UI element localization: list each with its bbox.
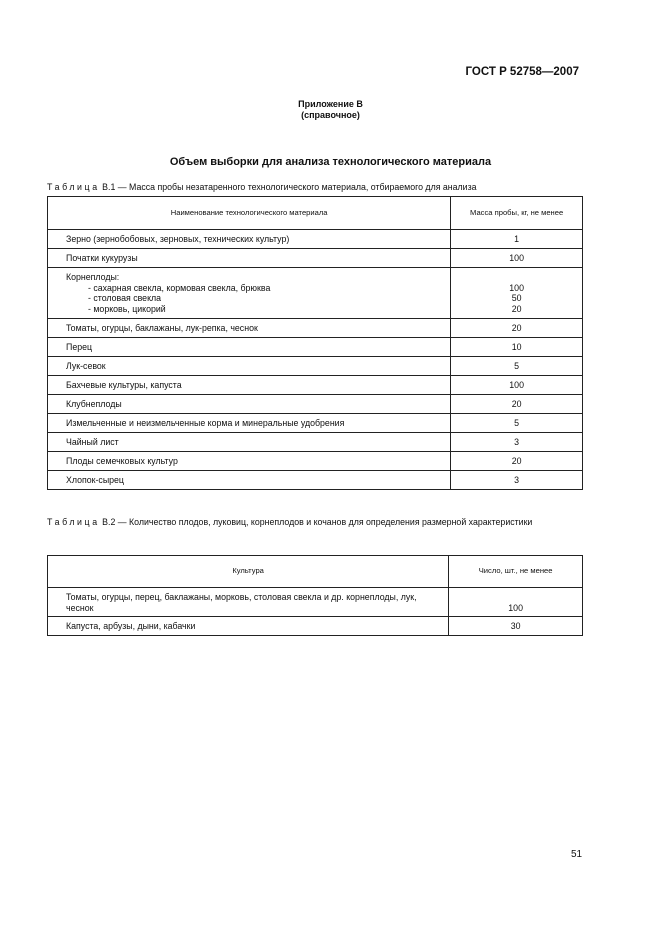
group-item: - морковь, цикорий [88, 303, 166, 314]
row-name: Клубнеплоды [48, 395, 451, 414]
row-name: Лук-севок [48, 357, 451, 376]
table-row [48, 452, 583, 471]
row-value: 5 [451, 414, 583, 433]
document-code: ГОСТ Р 52758—2007 [465, 66, 579, 78]
row-value: 30 [449, 617, 583, 636]
table2-header-row [48, 556, 583, 588]
table1-header-row [48, 197, 583, 230]
group-item-value: 20 [511, 303, 522, 314]
table1-caption-lead: Таблица [47, 182, 100, 192]
row-value: 3 [451, 471, 583, 490]
appendix-heading [0, 99, 661, 121]
row-name: Зерно (зернобобовых, зерновых, технических культур) [48, 230, 451, 249]
row-value: 20 [451, 395, 583, 414]
row-name: Томаты, огурцы, перец, баклажаны, морковь, столовая свекла и др. корнеплоды, лук, чеснок [48, 588, 449, 617]
group-item-value: 100 [509, 282, 524, 293]
row-value: 1 [451, 230, 583, 249]
section-title: Объем выборки для анализа технологического материала [169, 156, 492, 168]
row-name: Плоды семечковых культур [48, 452, 451, 471]
row-name: Хлопок-сырец [48, 471, 451, 490]
table1 [47, 196, 583, 490]
row-value: 20 [451, 452, 583, 471]
table-row [48, 249, 583, 268]
table-row [48, 617, 583, 636]
group-item: - столовая свекла [88, 293, 162, 303]
table2-caption [47, 517, 547, 528]
row-name: Бахчевые культуры, капуста [48, 376, 451, 395]
row-name: Капуста, арбузы, дыни, кабачки [48, 617, 449, 636]
appendix-note: (справочное) [301, 110, 360, 120]
table-row [48, 471, 583, 490]
group-title: Корнеплоды: [66, 272, 120, 282]
table-row [48, 376, 583, 395]
appendix-title: Приложение В [298, 99, 363, 109]
group-item: - сахарная свекла, кормовая свекла, брюква [88, 282, 271, 293]
row-value: 20 [451, 319, 583, 338]
table-row [48, 230, 583, 249]
table1-caption [47, 182, 567, 193]
row-name: Перец [48, 338, 451, 357]
table-row [48, 414, 583, 433]
table1-caption-text: В.1 — Масса пробы незатаренного технологического материала, отбираемого для анализа [102, 182, 477, 192]
row-name: Початки кукурузы [48, 249, 451, 268]
group-item-value: 50 [511, 293, 522, 303]
table2-col-value-header: Число, шт., не менее [449, 556, 583, 588]
row-value: 100 [451, 249, 583, 268]
table-row [48, 338, 583, 357]
row-value: 100 [449, 588, 583, 617]
group-title-value [451, 272, 582, 283]
row-name-group [48, 268, 451, 319]
table-row [48, 319, 583, 338]
page-number: 51 [571, 849, 583, 860]
row-name: Чайный лист [48, 433, 451, 452]
row-name: Томаты, огурцы, баклажаны, лук-репка, чеснок [48, 319, 451, 338]
row-value: 10 [451, 338, 583, 357]
table1-col-value-header: Масса пробы, кг, не менее [451, 197, 583, 230]
table-row [48, 433, 583, 452]
table2-caption-lead: Таблица [47, 517, 100, 527]
table-row [48, 268, 583, 319]
row-value: 5 [451, 357, 583, 376]
table2 [47, 555, 583, 636]
table1-col-name-header: Наименование технологического материала [48, 197, 451, 230]
table2-col-name-header: Культура [48, 556, 449, 588]
row-name: Измельченные и неизмельченные корма и минеральные удобрения [48, 414, 451, 433]
table2-caption-text: В.2 — Количество плодов, луковиц, корнеплодов и кочанов для определения размерной характеристики [102, 517, 533, 527]
table-row [48, 395, 583, 414]
table-row [48, 357, 583, 376]
table-row [48, 588, 583, 617]
row-value: 100 [451, 376, 583, 395]
row-value: 3 [451, 433, 583, 452]
row-value-group [451, 268, 583, 319]
